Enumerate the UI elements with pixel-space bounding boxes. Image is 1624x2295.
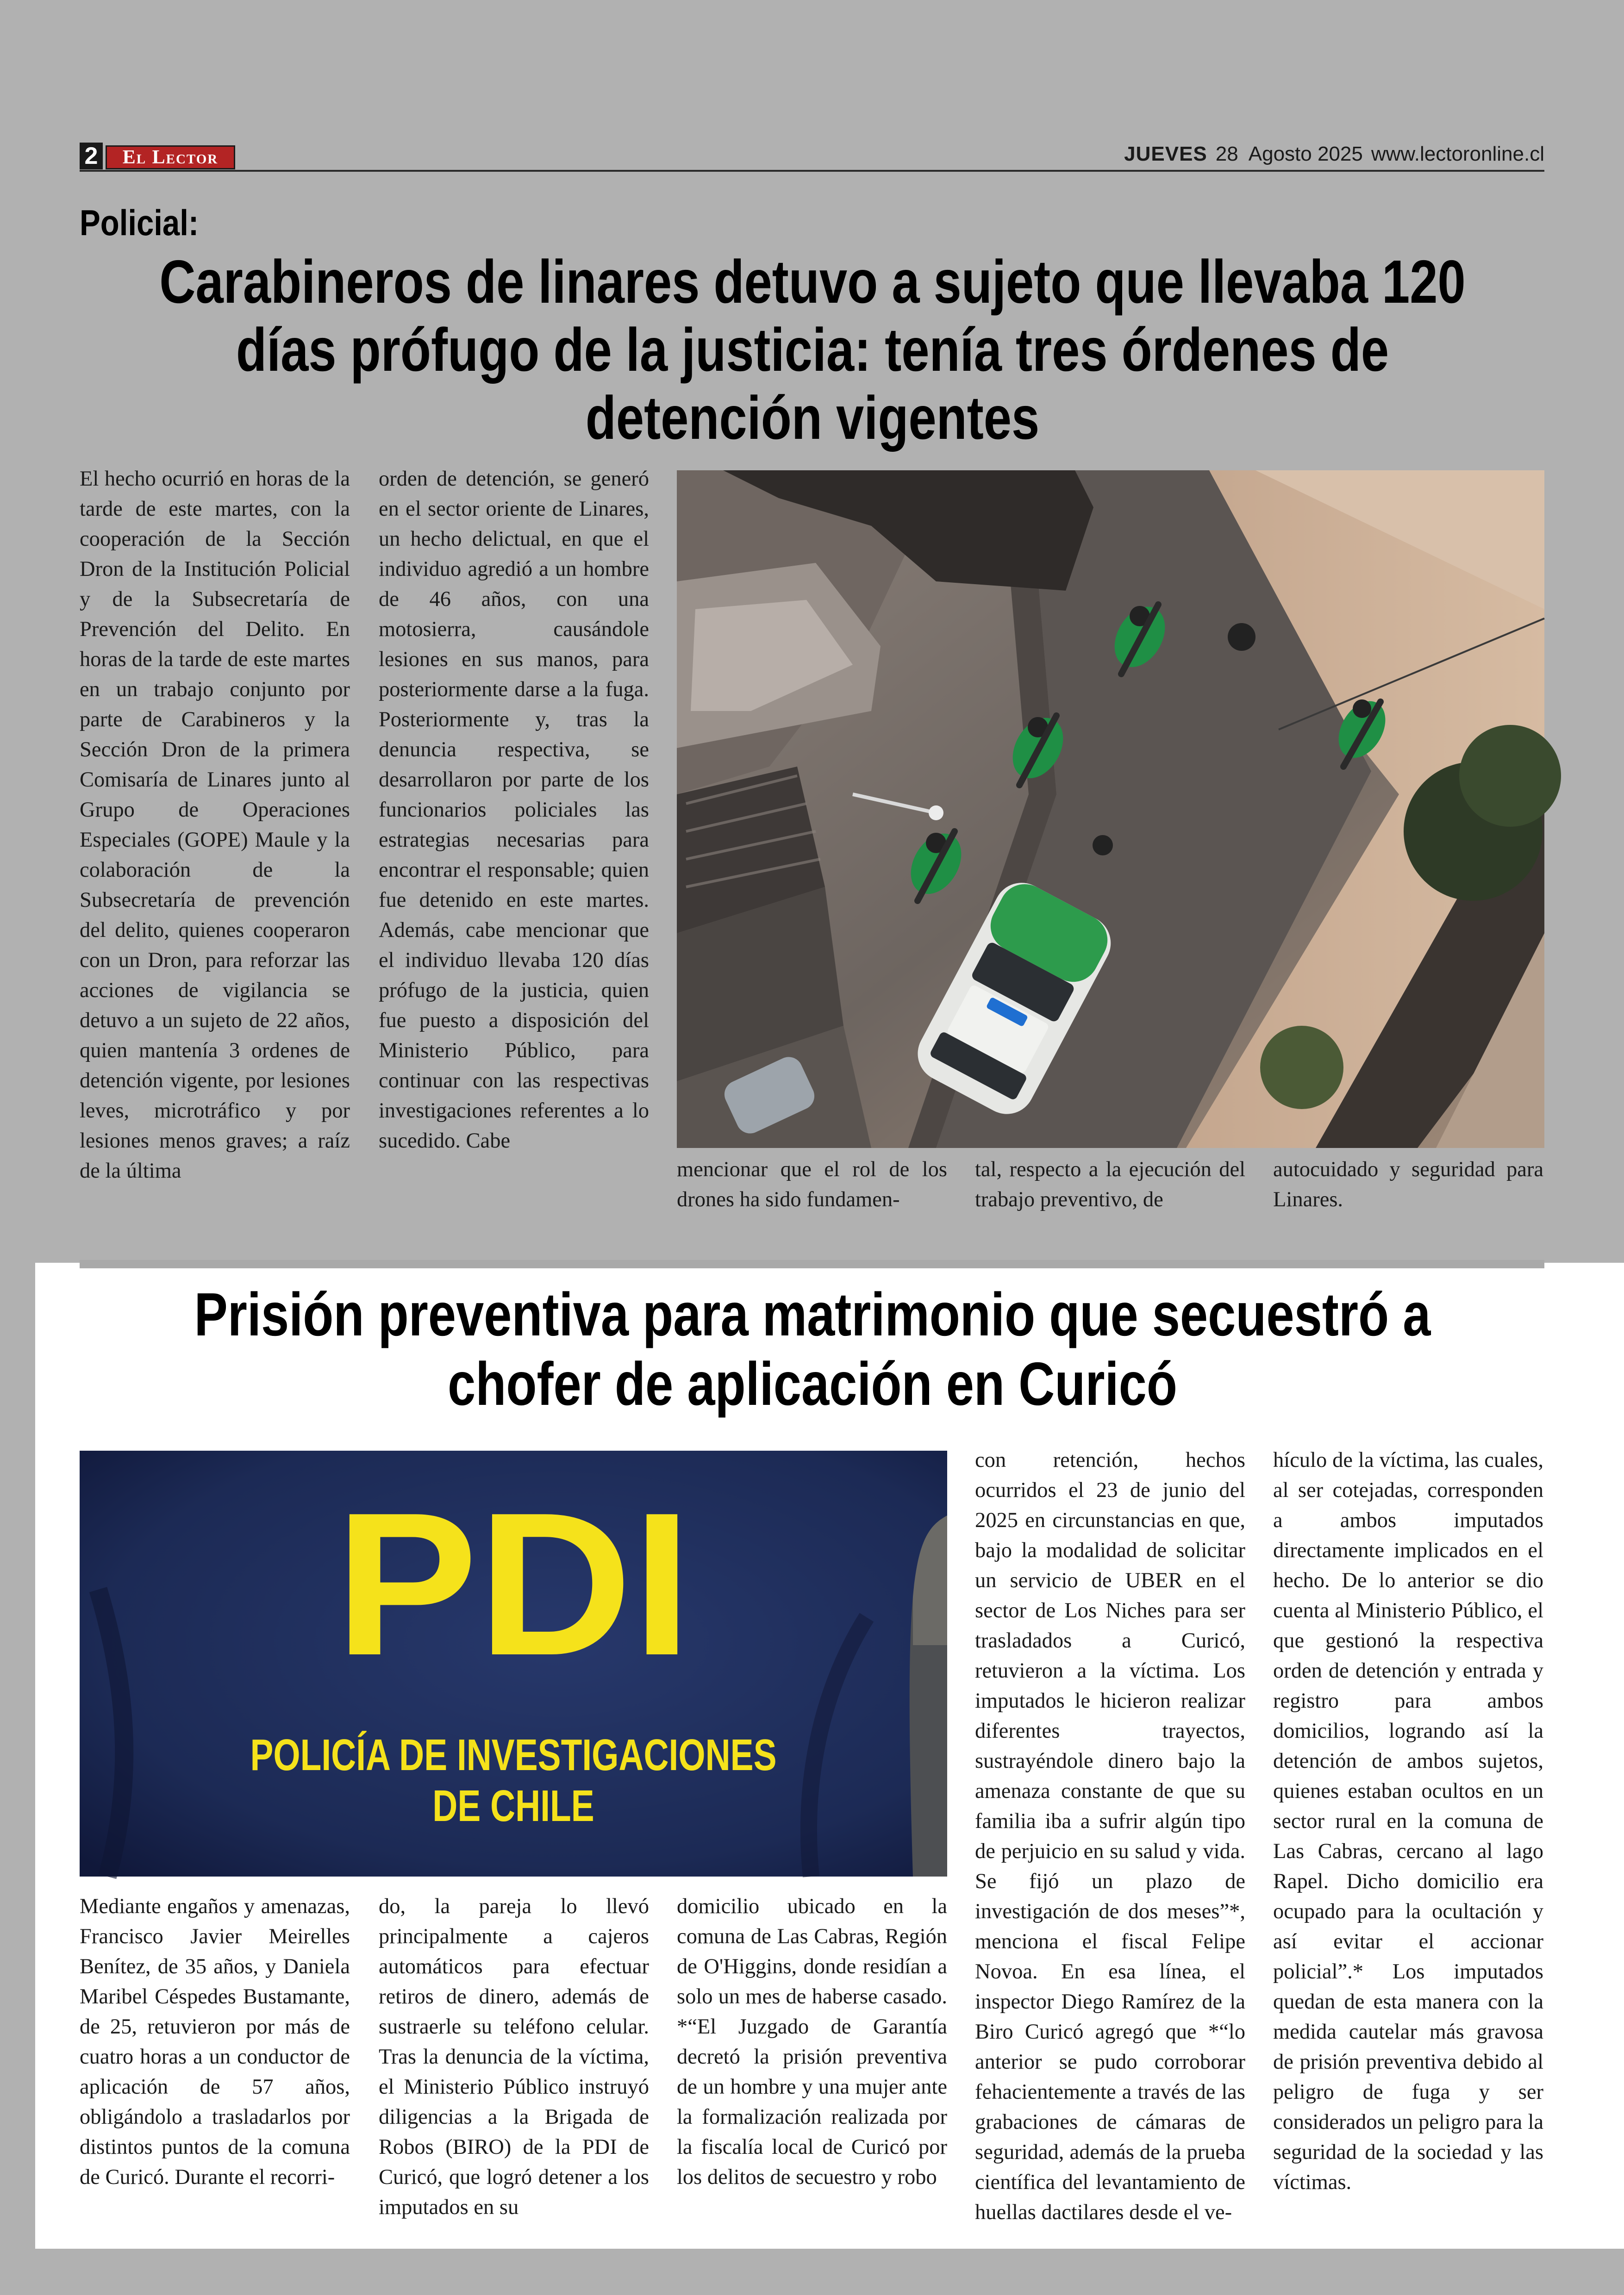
brand-logo — [106, 145, 235, 169]
pdi-jacket-photo — [80, 1451, 947, 1877]
article1-column-3 — [677, 1154, 947, 1222]
article-divider — [80, 1260, 1544, 1268]
article2-headline-line: chofer de aplicación en Curicó — [448, 1350, 1177, 1418]
article2-column-text: do, la pareja lo llevó principalmente a cajeros automáticos para efectuar retiros de dinero, además de sustraerle su teléfono celular. Tras la denuncia de la víctima, el Ministerio Público instruyó diligencias a la Brigada de Robos (BIRO) de la PDI de Curicó, que logró detener a los imputados en su — [379, 1895, 649, 2219]
article2-column-text: Mediante engaños y amenazas, Francisco Javier Meirelles Benítez, de 35 años, y Daniela Maribel Céspedes Bustamante, de 25, retuvieron por más de cuatro horas a un conductor de aplicación de 57 años, obligándolo a trasladarlos por distintos puntos de la comuna de Curicó. Durante el recorri- — [80, 1895, 350, 2189]
article2-column-text: con retención, hechos ocurridos el 23 de junio del 2025 en circunstancias en que, bajo la modalidad de solicitar un servicio de UBER en el sector de Los Niches para ser trasladados a Curicó, retuvieron a la víctima. Los imputados le hicieron realizar diferentes trayectos, sustrayéndole dinero bajo la amenaza constante de que su familia iba a sufrir algún tipo de perjuicio en su salud y vida. Se fijó un plazo de investigación de dos meses”*, menciona el fiscal Felipe Novoa. En esa línea, el inspector Diego Ramírez de la Biro Curicó agregó que *“lo anterior se pudo corroborar fehacientemente a través de las grabaciones de cámaras de seguridad, además de la prueba científica del levantamiento de huellas dactilares desde el ve- — [975, 1448, 1245, 2224]
article1-column-text: El hecho ocurrió en horas de la tarde de este martes, con la cooperación de la Sección Dron de la Institución Policial y de la Subsecretaría de Prevención del Delito. En horas de la tarde de este martes en un trabajo conjunto por parte de Carabineros y la Sección Dron de la primera Comisaría de Linares junto al Grupo de Operaciones Especiales (GOPE) Maule y la colaboración de la Subsecretaría de prevención del delito, quienes cooperaron con un Dron, para reforzar las acciones de vigilancia se detuvo a un sujeto de 22 años, quien mantenía 3 ordenes de detención vigente, por lesiones leves, microtráfico y por lesiones menos graves; a raíz de la última — [80, 467, 350, 1183]
pdi-photo-caption-line: POLICÍA DE INVESTIGACIONES — [250, 1730, 777, 1780]
article1-headline — [78, 248, 1547, 452]
article1-column-text: mencionar que el rol de los drones ha sido fundamen- — [677, 1158, 947, 1211]
article1-column-1 — [80, 464, 350, 1222]
page-number: 2 — [80, 143, 103, 169]
header-rule — [80, 170, 1544, 172]
pdi-photo-letters: PDI — [335, 1470, 692, 1698]
article2-column-2 — [379, 1891, 649, 2219]
article1-column-text: tal, respecto a la ejecución del trabajo preventivo, de — [975, 1158, 1245, 1211]
article1-column-4 — [975, 1154, 1245, 1222]
drone-aerial-photo — [677, 470, 1544, 1148]
article1-column-2 — [379, 464, 649, 1222]
article1-headline-line: Carabineros de linares detuvo a sujeto que llevaba 120 — [159, 248, 1466, 316]
article2-column-text: hículo de la víctima, las cuales, al ser cotejadas, corresponden a ambos imputados directamente implicados en el hecho. De lo anterior se dio cuenta al Ministerio Público, el que gestionó la respectiva orden de detención y entrada y registro para ambos domicilios, logrando así la detención de ambos sujetos, quienes estaban ocultos en un sector rural en la comuna de Las Cabras, cercano al lago Rapel. Dicho domicilio era ocupado para la ocultación y así evitar el accionar policial”.* Los imputados quedan de esta manera con la medida cautelar más gravosa de prisión preventiva debido al peligro de fuga y ser considerados un peligro para la seguridad de la sociedad y las víctimas. — [1273, 1448, 1543, 2194]
article1-column-text: autocuidado y seguridad para Linares. — [1273, 1158, 1543, 1211]
article1-column-5 — [1273, 1154, 1543, 1222]
article2-headline-line: Prisión preventiva para matrimonio que secuestró a — [194, 1280, 1431, 1348]
article2-headline — [78, 1280, 1547, 1419]
header-dateline — [1124, 143, 1544, 170]
page-header — [80, 139, 1544, 171]
brand-logo-text: El Lector — [122, 147, 219, 168]
article2-column-3 — [677, 1891, 947, 2192]
article1-column-text: orden de detención, se generó en el sector oriente de Linares, un hecho delictual, en que el individuo agredió a un hombre de 46 años, con una motosierra, causándole lesiones en sus manos, para posteriormente darse a la fuga. Posteriormente y, tras la denuncia respectiva, se desarrollaron por parte de los funcionarios policiales las estrategias necesarias para encontrar el responsable; quien fue detenido en este martes. Además, cabe mencionar que el individuo llevaba 120 días prófugo de la justicia, quien fue puesto a disposición del Ministerio Público, para continuar con las respectivas investigaciones referentes a lo sucedido. Cabe — [379, 467, 649, 1153]
article2-column-5 — [1273, 1445, 1543, 2192]
header-weekday: JUEVES — [1124, 143, 1207, 165]
header-website: www.lectoronline.cl — [1371, 143, 1544, 165]
article2-column-1 — [80, 1891, 350, 2192]
pdi-photo-caption-line: DE CHILE — [432, 1781, 594, 1831]
article1-headline-line: días prófugo de la justicia: tenía tres órdenes de — [236, 316, 1389, 384]
article2-column-text: domicilio ubicado en la comuna de Las Cabras, Región de O'Higgins, donde residían a solo un mes de haberse casado. *“El Juzgado de Garantía decretó la prisión preventiva de un hombre y una mujer ante la formalización realizada por la fiscalía local de Curicó por los delitos de secuestro y robo — [677, 1895, 947, 2189]
header-date: 28 Agosto 2025 — [1215, 143, 1363, 165]
article1-headline-line: detención vigentes — [585, 384, 1040, 452]
article2-column-4 — [975, 1445, 1245, 2224]
article1-kicker: Policial: — [80, 202, 199, 243]
